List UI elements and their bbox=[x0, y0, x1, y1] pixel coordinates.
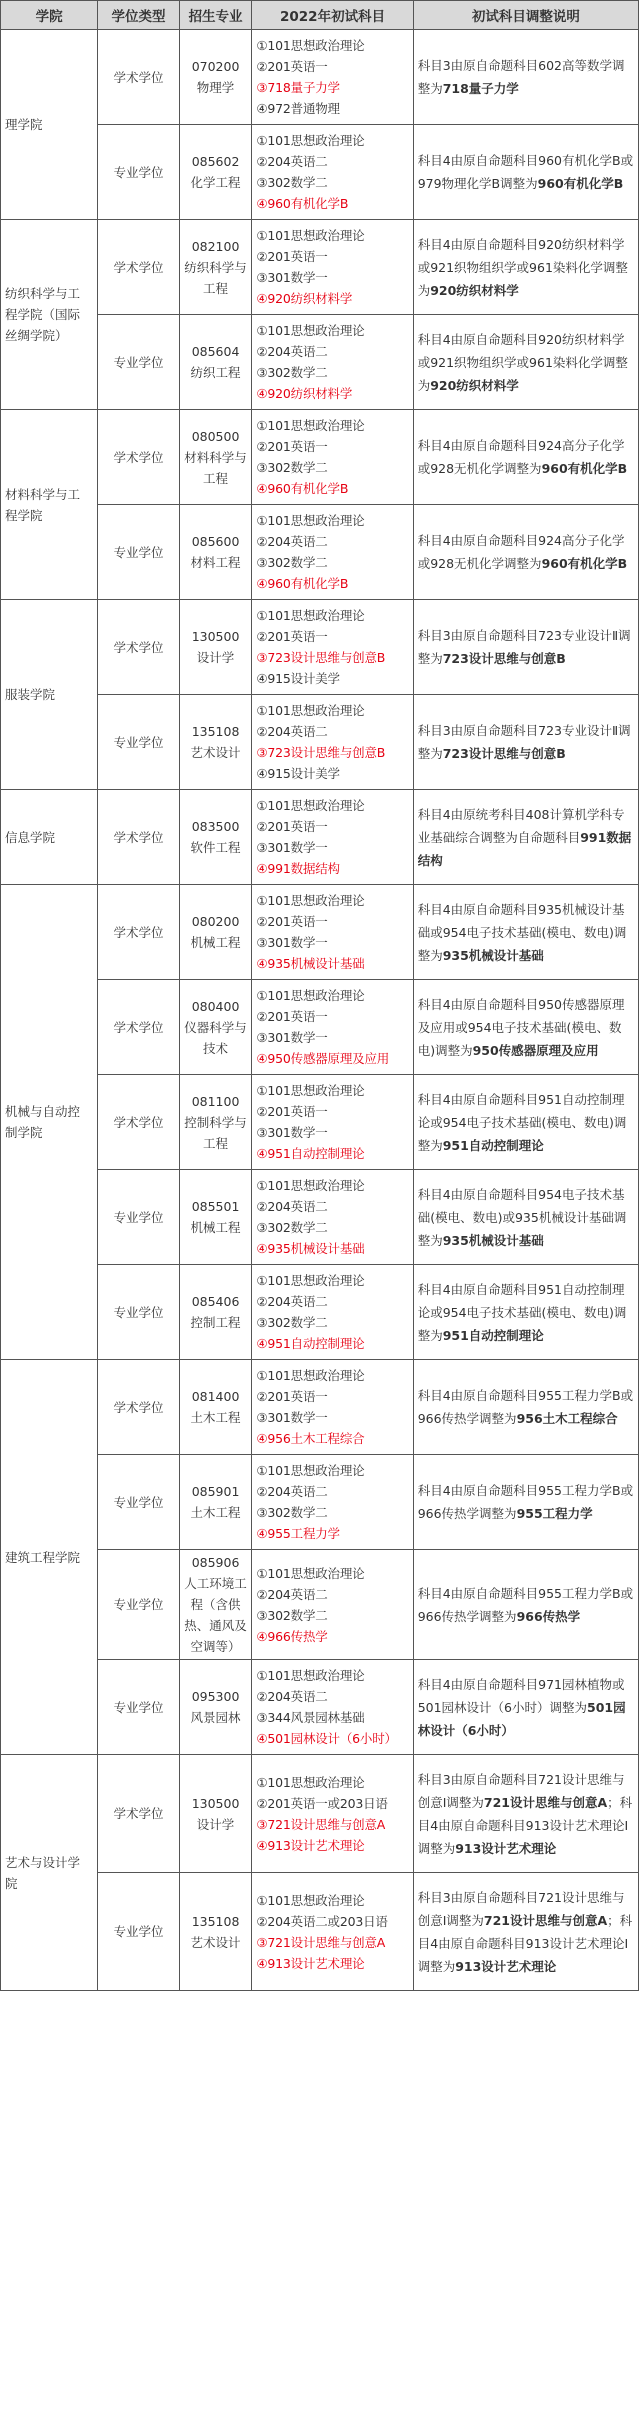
subject-4-changed: ④960有机化学B bbox=[256, 481, 349, 496]
note-text: 科目4由原自命题科目920纺织材料学或921织物组织学或961染料化学调整为 bbox=[417, 236, 628, 298]
subjects-cell bbox=[252, 125, 413, 220]
degree-type-cell: 专业学位 bbox=[98, 125, 179, 220]
subject-2: ②201英语一 bbox=[256, 1104, 328, 1119]
note-text: 科目4由原自命题科目960有机化学B或979物理化学B调整为 bbox=[417, 153, 634, 191]
subject-2: ②204英语二 bbox=[256, 154, 328, 169]
note-text: 科目4由原自命题科目935机械设计基础或954电子技术基础(模电、数电)调整为 bbox=[417, 901, 627, 963]
degree-type-cell: 专业学位 bbox=[98, 315, 179, 410]
major-cell bbox=[179, 695, 252, 790]
subject-1: ①101思想政治理论 bbox=[256, 38, 365, 53]
major-cell bbox=[179, 1075, 252, 1170]
subject-3: ③302数学二 bbox=[256, 460, 328, 475]
subject-4-changed: ④960有机化学B bbox=[256, 196, 349, 211]
table-row bbox=[1, 30, 639, 125]
subject-1: ①101思想政治理论 bbox=[256, 1668, 365, 1683]
note-new-subject-2: 913设计艺术理论 bbox=[455, 1958, 557, 1974]
note-new-subject: 991数据结构 bbox=[417, 829, 632, 868]
note-text: 科目3由原自命题科目721设计思维与创意Ⅰ调整为 bbox=[417, 1771, 625, 1810]
major-code: 130500 bbox=[191, 629, 240, 644]
subject-3: ③301数学一 bbox=[256, 1030, 328, 1045]
note-cell bbox=[413, 1265, 638, 1360]
note-text: 科目4由原自命题科目951自动控制理论或954电子技术基础(模电、数电)调整为 bbox=[417, 1091, 627, 1153]
note-cell bbox=[413, 315, 638, 410]
subject-2: ②201英语一或203日语 bbox=[256, 1795, 388, 1811]
degree-type-cell: 学术学位 bbox=[98, 980, 179, 1075]
major-code: 085604 bbox=[191, 344, 240, 359]
note-new-subject: 920纺织材料学 bbox=[430, 377, 519, 393]
subject-2: ②201英语一 bbox=[256, 914, 328, 929]
subject-1: ①101思想政治理论 bbox=[256, 1892, 365, 1908]
note-text: 科目4由原自命题科目951自动控制理论或954电子技术基础(模电、数电)调整为 bbox=[417, 1281, 627, 1343]
note-new-subject: 935机械设计基础 bbox=[442, 947, 544, 963]
col-header-subjects: 2022年初试科目 bbox=[252, 1, 413, 30]
note-cell bbox=[413, 505, 638, 600]
major-name: 材料科学与工程 bbox=[184, 449, 247, 486]
table-row bbox=[1, 885, 639, 980]
major-cell bbox=[179, 885, 252, 980]
major-cell bbox=[179, 1873, 252, 1991]
subject-3: ③344风景园林基础 bbox=[256, 1710, 365, 1725]
major-name: 纺织科学与工程 bbox=[184, 259, 247, 296]
note-text-2: ；科目4由原自命题科目913设计艺术理论Ⅰ调整为 bbox=[417, 1912, 633, 1974]
subject-4: ④915设计美学 bbox=[256, 766, 340, 781]
major-code: 085501 bbox=[191, 1199, 240, 1214]
major-name: 土木工程 bbox=[190, 1410, 241, 1425]
col-header-major: 招生专业 bbox=[179, 1, 252, 30]
header-row bbox=[1, 1, 639, 30]
subjects-cell bbox=[252, 600, 413, 695]
major-cell bbox=[179, 220, 252, 315]
college-cell: 艺术与设计学院 bbox=[1, 1755, 98, 1991]
note-new-subject: 951自动控制理论 bbox=[442, 1137, 544, 1153]
note-cell bbox=[413, 125, 638, 220]
subject-3-changed: ③723设计思维与创意B bbox=[256, 745, 386, 760]
note-cell bbox=[413, 1873, 638, 1991]
subject-4-changed: ④960有机化学B bbox=[256, 576, 349, 591]
degree-type-cell: 学术学位 bbox=[98, 30, 179, 125]
subject-4-changed: ④991数据结构 bbox=[256, 861, 340, 876]
major-code: 080400 bbox=[191, 998, 240, 1014]
note-new-subject: 723设计思维与创意B bbox=[442, 746, 566, 761]
subject-1: ①101思想政治理论 bbox=[256, 1178, 365, 1193]
subject-2: ②204英语二 bbox=[256, 1689, 328, 1704]
degree-type-cell: 学术学位 bbox=[98, 220, 179, 315]
note-cell bbox=[413, 885, 638, 980]
note-cell bbox=[413, 410, 638, 505]
major-name: 机械工程 bbox=[190, 1220, 241, 1235]
note-text: 科目3由原自命题科目602高等数学调整为 bbox=[417, 58, 625, 96]
subject-3: ③301数学一 bbox=[256, 1125, 328, 1140]
col-header-college: 学院 bbox=[1, 1, 98, 30]
subject-1: ①101思想政治理论 bbox=[256, 323, 365, 338]
note-text: 科目3由原自命题科目723专业设计Ⅱ调整为 bbox=[417, 628, 631, 666]
subject-1: ①101思想政治理论 bbox=[256, 513, 365, 528]
subject-1: ①101思想政治理论 bbox=[256, 1083, 365, 1098]
note-new-subject: 960有机化学B bbox=[541, 556, 628, 571]
note-cell bbox=[413, 1360, 638, 1455]
major-code: 080500 bbox=[191, 428, 240, 444]
major-code: 081400 bbox=[191, 1389, 240, 1404]
major-cell bbox=[179, 125, 252, 220]
note-text: 科目4由原统考科目408计算机学科专业基础综合调整为自命题科目 bbox=[417, 806, 625, 845]
subject-3: ③302数学二 bbox=[256, 1315, 328, 1330]
note-text: 科目3由原自命题科目721设计思维与创意Ⅰ调整为 bbox=[417, 1889, 625, 1928]
subject-1: ①101思想政治理论 bbox=[256, 608, 365, 623]
subject-1: ①101思想政治理论 bbox=[256, 133, 365, 148]
note-text: 科目4由原自命题科目955工程力学B或966传热学调整为 bbox=[417, 1585, 634, 1624]
note-new-subject: 951自动控制理论 bbox=[442, 1327, 544, 1343]
subject-4-changed: ④956土木工程综合 bbox=[256, 1431, 365, 1446]
subject-3: ③302数学二 bbox=[256, 1505, 328, 1520]
subject-2: ②201英语一 bbox=[256, 249, 328, 264]
subject-1: ①101思想政治理论 bbox=[256, 798, 365, 813]
subjects-cell bbox=[252, 790, 413, 885]
note-text: 科目4由原自命题科目971园林植物或501园林设计（6小时）调整为 bbox=[417, 1676, 625, 1715]
subject-3: ③302数学二 bbox=[256, 365, 328, 380]
subject-1: ①101思想政治理论 bbox=[256, 1368, 365, 1383]
major-code: 081100 bbox=[191, 1093, 240, 1109]
major-cell bbox=[179, 1660, 252, 1755]
note-cell bbox=[413, 980, 638, 1075]
subject-2: ②201英语一 bbox=[256, 439, 328, 454]
subject-4: ④915设计美学 bbox=[256, 671, 340, 686]
major-code: 085406 bbox=[191, 1294, 240, 1309]
table-row bbox=[1, 1360, 639, 1455]
major-code: 085901 bbox=[191, 1484, 240, 1499]
subject-1: ①101思想政治理论 bbox=[256, 1463, 365, 1478]
subjects-cell bbox=[252, 505, 413, 600]
major-name: 软件工程 bbox=[190, 840, 241, 855]
major-name: 设计学 bbox=[196, 650, 235, 665]
subject-4-changed: ④935机械设计基础 bbox=[256, 1241, 365, 1256]
major-code: 085600 bbox=[191, 534, 240, 549]
college-cell: 理学院 bbox=[1, 30, 98, 220]
subject-1: ①101思想政治理论 bbox=[256, 228, 365, 243]
subject-4-changed: ④951自动控制理论 bbox=[256, 1146, 365, 1161]
major-code: 135108 bbox=[191, 1913, 240, 1929]
note-cell bbox=[413, 1660, 638, 1755]
major-cell bbox=[179, 505, 252, 600]
degree-type-cell: 学术学位 bbox=[98, 790, 179, 885]
subject-4-changed: ④920纺织材料学 bbox=[256, 291, 353, 306]
subject-2: ②204英语二 bbox=[256, 1586, 328, 1602]
note-cell bbox=[413, 1755, 638, 1873]
subject-4: ④972普通物理 bbox=[256, 101, 340, 116]
subject-2: ②204英语二 bbox=[256, 1199, 328, 1214]
table-row bbox=[1, 1755, 639, 1873]
note-new-subject: 920纺织材料学 bbox=[430, 282, 519, 298]
major-name: 材料工程 bbox=[190, 555, 241, 570]
note-text: 科目4由原自命题科目954电子技术基础(模电、数电)或935机械设计基础调整为 bbox=[417, 1186, 627, 1248]
subject-4-changed: ④920纺织材料学 bbox=[256, 386, 353, 401]
subject-2: ②201英语一 bbox=[256, 59, 328, 74]
note-text: 科目3由原自命题科目723专业设计Ⅱ调整为 bbox=[417, 723, 631, 761]
subject-2: ②204英语二或203日语 bbox=[256, 1913, 388, 1929]
degree-type-cell: 学术学位 bbox=[98, 885, 179, 980]
note-cell bbox=[413, 1455, 638, 1550]
subject-1: ①101思想政治理论 bbox=[256, 703, 365, 718]
subject-1: ①101思想政治理论 bbox=[256, 418, 365, 433]
subject-4-changed: ④955工程力学 bbox=[256, 1526, 340, 1541]
major-cell bbox=[179, 315, 252, 410]
subject-2: ②204英语二 bbox=[256, 1484, 328, 1499]
major-code: 085602 bbox=[191, 154, 240, 169]
major-cell bbox=[179, 410, 252, 505]
note-new-subject: 966传热学 bbox=[516, 1608, 581, 1624]
note-new-subject: 960有机化学B bbox=[541, 461, 628, 476]
note-new-subject: 935机械设计基础 bbox=[442, 1232, 544, 1248]
subjects-cell bbox=[252, 1075, 413, 1170]
degree-type-cell: 学术学位 bbox=[98, 410, 179, 505]
note-new-subject: 501园林设计（6小时） bbox=[417, 1699, 626, 1738]
subjects-cell bbox=[252, 1170, 413, 1265]
note-text: 科目4由原自命题科目955工程力学B或966传热学调整为 bbox=[417, 1388, 634, 1426]
degree-type-cell: 专业学位 bbox=[98, 695, 179, 790]
subject-3-changed: ③721设计思维与创意A bbox=[256, 1934, 386, 1950]
subject-2: ②204英语二 bbox=[256, 1294, 328, 1309]
note-cell bbox=[413, 695, 638, 790]
table-row bbox=[1, 410, 639, 505]
college-cell: 信息学院 bbox=[1, 790, 98, 885]
subjects-cell bbox=[252, 1550, 413, 1660]
subject-1: ①101思想政治理论 bbox=[256, 893, 365, 908]
degree-type-cell: 专业学位 bbox=[98, 505, 179, 600]
major-name: 艺术设计 bbox=[190, 745, 241, 760]
table-row bbox=[1, 220, 639, 315]
subjects-cell bbox=[252, 980, 413, 1075]
subject-2: ②201英语一 bbox=[256, 629, 328, 644]
major-cell bbox=[179, 1755, 252, 1873]
degree-type-cell: 专业学位 bbox=[98, 1550, 179, 1660]
major-code: 085906 bbox=[191, 1555, 240, 1570]
major-cell bbox=[179, 1170, 252, 1265]
subject-1: ①101思想政治理论 bbox=[256, 988, 365, 1003]
college-cell: 纺织科学与工程学院（国际丝绸学院） bbox=[1, 220, 98, 410]
note-new-subject: 721设计思维与创意A bbox=[483, 1912, 608, 1928]
note-text: 科目4由原自命题科目950传感器原理及应用或954电子技术基础(模电、数电)调整为 bbox=[417, 996, 625, 1058]
major-cell bbox=[179, 790, 252, 885]
major-code: 130500 bbox=[191, 1795, 240, 1811]
note-cell bbox=[413, 1550, 638, 1660]
note-text: 科目4由原自命题科目920纺织材料学或921织物组织学或961染料化学调整为 bbox=[417, 331, 628, 393]
note-cell bbox=[413, 1075, 638, 1170]
note-text-2: ；科目4由原自命题科目913设计艺术理论Ⅰ调整为 bbox=[417, 1794, 633, 1856]
subject-2: ②204英语二 bbox=[256, 534, 328, 549]
note-cell bbox=[413, 600, 638, 695]
subject-3-changed: ③723设计思维与创意B bbox=[256, 650, 386, 665]
degree-type-cell: 学术学位 bbox=[98, 1075, 179, 1170]
subject-3-changed: ③721设计思维与创意A bbox=[256, 1816, 386, 1832]
note-new-subject: 721设计思维与创意A bbox=[483, 1794, 608, 1810]
subjects-cell bbox=[252, 695, 413, 790]
note-new-subject: 955工程力学 bbox=[516, 1506, 593, 1521]
subjects-cell bbox=[252, 885, 413, 980]
major-name: 土木工程 bbox=[190, 1505, 241, 1520]
subject-3: ③301数学一 bbox=[256, 270, 328, 285]
subject-4-changed: ④950传感器原理及应用 bbox=[256, 1051, 390, 1066]
subject-4-changed: ④913设计艺术理论 bbox=[256, 1955, 365, 1971]
major-name: 人工环境工程（含供热、通风及空调等） bbox=[184, 1576, 247, 1654]
college-cell: 服装学院 bbox=[1, 600, 98, 790]
note-cell bbox=[413, 30, 638, 125]
degree-type-cell: 学术学位 bbox=[98, 1360, 179, 1455]
major-cell bbox=[179, 1360, 252, 1455]
subject-4-changed: ④501园林设计（6小时） bbox=[256, 1731, 397, 1746]
col-header-note: 初试科目调整说明 bbox=[413, 1, 638, 30]
subject-1: ①101思想政治理论 bbox=[256, 1273, 365, 1288]
degree-type-cell: 学术学位 bbox=[98, 1755, 179, 1873]
note-text: 科目4由原自命题科目955工程力学B或966传热学调整为 bbox=[417, 1483, 634, 1521]
major-cell bbox=[179, 1550, 252, 1660]
subject-3: ③301数学一 bbox=[256, 935, 328, 950]
note-text: 科目4由原自命题科目924高分子化学或928无机化学调整为 bbox=[417, 438, 625, 476]
major-name: 设计学 bbox=[196, 1816, 235, 1832]
degree-type-cell: 专业学位 bbox=[98, 1170, 179, 1265]
subjects-cell bbox=[252, 410, 413, 505]
subject-2: ②201英语一 bbox=[256, 819, 328, 834]
subjects-cell bbox=[252, 315, 413, 410]
subject-1: ①101思想政治理论 bbox=[256, 1774, 365, 1790]
subject-1: ①101思想政治理论 bbox=[256, 1565, 365, 1581]
note-new-subject-2: 913设计艺术理论 bbox=[455, 1840, 557, 1856]
subjects-cell bbox=[252, 1660, 413, 1755]
note-new-subject: 960有机化学B bbox=[537, 176, 624, 191]
major-code: 080200 bbox=[191, 914, 240, 929]
major-name: 机械工程 bbox=[190, 935, 241, 950]
major-name: 风景园林 bbox=[190, 1710, 241, 1725]
subject-3-changed: ③718量子力学 bbox=[256, 80, 340, 95]
note-cell bbox=[413, 1170, 638, 1265]
major-cell bbox=[179, 30, 252, 125]
major-name: 控制工程 bbox=[190, 1315, 241, 1330]
subjects-cell bbox=[252, 1455, 413, 1550]
subject-3: ③302数学二 bbox=[256, 1220, 328, 1235]
note-cell bbox=[413, 220, 638, 315]
subject-4-changed: ④966传热学 bbox=[256, 1628, 328, 1644]
major-code: 082100 bbox=[191, 238, 240, 254]
major-name: 仪器科学与技术 bbox=[184, 1019, 247, 1056]
major-name: 纺织工程 bbox=[190, 365, 241, 380]
degree-type-cell: 专业学位 bbox=[98, 1265, 179, 1360]
subject-3: ③301数学一 bbox=[256, 1410, 328, 1425]
major-code: 083500 bbox=[191, 819, 240, 834]
subjects-cell bbox=[252, 1265, 413, 1360]
major-name: 艺术设计 bbox=[190, 1934, 241, 1950]
subjects-cell bbox=[252, 1755, 413, 1873]
table-row bbox=[1, 790, 639, 885]
subject-2: ②204英语二 bbox=[256, 344, 328, 359]
major-name: 物理学 bbox=[196, 80, 235, 95]
subjects-cell bbox=[252, 220, 413, 315]
major-code: 070200 bbox=[191, 59, 240, 74]
subject-2: ②204英语二 bbox=[256, 724, 328, 739]
degree-type-cell: 专业学位 bbox=[98, 1660, 179, 1755]
subjects-cell bbox=[252, 1873, 413, 1991]
subjects-cell bbox=[252, 30, 413, 125]
major-cell bbox=[179, 1265, 252, 1360]
major-cell bbox=[179, 600, 252, 695]
subject-3: ③302数学二 bbox=[256, 175, 328, 190]
major-name: 控制科学与工程 bbox=[184, 1114, 247, 1151]
subject-4-changed: ④951自动控制理论 bbox=[256, 1336, 365, 1351]
major-code: 095300 bbox=[191, 1689, 240, 1704]
subject-4-changed: ④935机械设计基础 bbox=[256, 956, 365, 971]
subject-2: ②201英语一 bbox=[256, 1389, 328, 1404]
subject-3: ③301数学一 bbox=[256, 840, 328, 855]
note-new-subject: 723设计思维与创意B bbox=[442, 651, 566, 666]
subjects-cell bbox=[252, 1360, 413, 1455]
subject-3: ③302数学二 bbox=[256, 555, 328, 570]
college-cell: 建筑工程学院 bbox=[1, 1360, 98, 1755]
major-code: 135108 bbox=[191, 724, 240, 739]
col-header-degree-type: 学位类型 bbox=[98, 1, 179, 30]
table-row bbox=[1, 600, 639, 695]
note-cell bbox=[413, 790, 638, 885]
subject-4-changed: ④913设计艺术理论 bbox=[256, 1837, 365, 1853]
major-name: 化学工程 bbox=[190, 175, 241, 190]
subject-3: ③302数学二 bbox=[256, 1607, 328, 1623]
degree-type-cell: 专业学位 bbox=[98, 1873, 179, 1991]
note-new-subject: 950传感器原理及应用 bbox=[472, 1042, 599, 1058]
degree-type-cell: 专业学位 bbox=[98, 1455, 179, 1550]
note-new-subject: 718量子力学 bbox=[442, 81, 519, 96]
note-text: 科目4由原自命题科目924高分子化学或928无机化学调整为 bbox=[417, 533, 625, 571]
degree-type-cell: 学术学位 bbox=[98, 600, 179, 695]
major-cell bbox=[179, 1455, 252, 1550]
major-cell bbox=[179, 980, 252, 1075]
subject-2: ②201英语一 bbox=[256, 1009, 328, 1024]
college-cell: 材料科学与工程学院 bbox=[1, 410, 98, 600]
note-new-subject: 956土木工程综合 bbox=[516, 1411, 618, 1426]
college-cell: 机械与自动控制学院 bbox=[1, 885, 98, 1360]
